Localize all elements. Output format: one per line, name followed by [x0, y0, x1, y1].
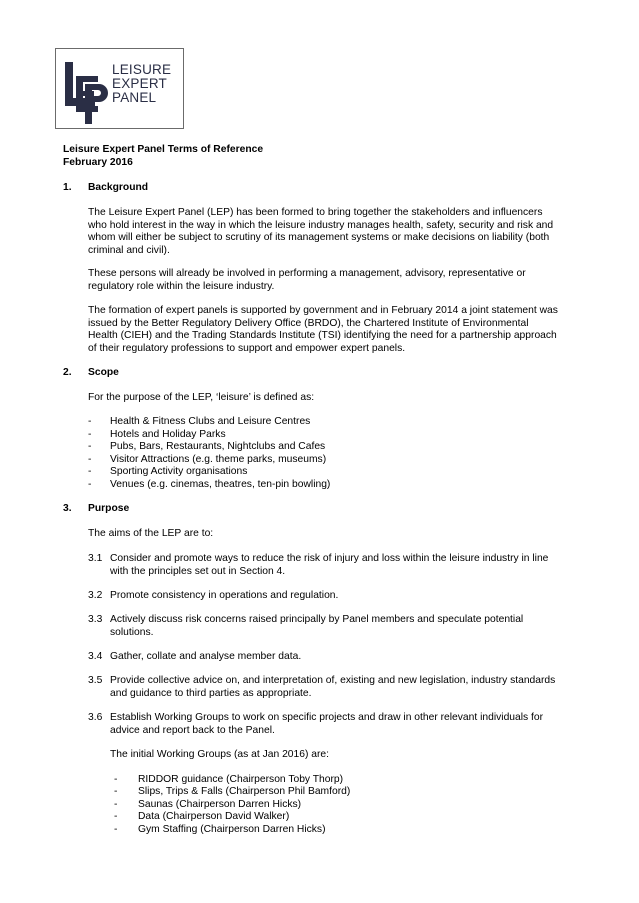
list-bullet: - — [114, 774, 118, 785]
text-line: advice and report back to the Panel. — [110, 724, 275, 736]
section-1-heading: Background — [88, 182, 149, 193]
list-bullet: - — [114, 786, 118, 797]
section-3-number: 3. — [63, 503, 72, 514]
section-2-heading: Scope — [88, 367, 119, 378]
list-bullet: - — [114, 799, 118, 810]
list-bullet: - — [88, 454, 92, 465]
section-2-number: 2. — [63, 367, 72, 378]
list-item: Slips, Trips & Falls (Chairperson Phil Bamford) — [138, 786, 351, 797]
list-item: Visitor Attractions (e.g. theme parks, museums) — [110, 454, 327, 465]
list-item: Gym Staffing (Chairperson Darren Hicks) — [138, 824, 326, 835]
text-line: whom will either be subject to scrutiny of its management systems or make decisions on liability (both — [88, 232, 550, 244]
background-paragraph-3 — [88, 305, 588, 355]
list-item: RIDDOR guidance (Chairperson Toby Thorp) — [138, 774, 344, 785]
text-line: The Leisure Expert Panel (LEP) has been formed to bring together the stakeholders and influencers — [88, 207, 543, 218]
background-paragraph-1 — [88, 207, 588, 257]
text-line: Establish Working Groups to work on specific projects and draw in other relevant individuals for — [110, 712, 544, 723]
working-groups-intro: The initial Working Groups (as at Jan 2016) are: — [110, 749, 330, 760]
aim-number: 3.1 — [88, 553, 103, 564]
text-line: The formation of expert panels is supported by government and in February 2014 a joint statement was — [88, 305, 558, 316]
list-bullet: - — [88, 466, 92, 477]
logo-line-2: EXPERT — [112, 76, 167, 91]
list-item: Sporting Activity organisations — [110, 466, 248, 477]
text-line: Gather, collate and analyse member data. — [110, 651, 302, 662]
background-paragraph-2 — [88, 268, 588, 293]
document-title: Leisure Expert Panel Terms of Reference — [63, 144, 264, 155]
list-bullet: - — [88, 429, 92, 440]
aim-text — [110, 590, 338, 603]
text-line: who hold interest in the way in which the leisure industry manages health, safety, security and risk and — [88, 219, 554, 231]
text-line: Actively discuss risk concerns raised principally by Panel members and speculate potential — [110, 614, 524, 625]
list-bullet: - — [114, 824, 118, 835]
logo-line-3: PANEL — [112, 90, 157, 105]
text-line: issued by the Better Regulatory Delivery Office (BRDO), the Chartered Institute of Environmental — [88, 317, 529, 329]
purpose-intro: The aims of the LEP are to: — [88, 528, 214, 539]
text-line: with the principles set out in Section 4. — [110, 565, 286, 577]
aim-text — [110, 614, 523, 639]
aim-text — [110, 675, 555, 700]
list-bullet: - — [114, 811, 118, 822]
list-bullet: - — [88, 416, 92, 427]
scope-intro: For the purpose of the LEP, ‘leisure’ is defined as: — [88, 392, 315, 403]
text-line: and guidance to third parties as appropriate. — [110, 687, 312, 699]
list-item: Hotels and Holiday Parks — [110, 429, 226, 440]
text-line: Consider and promote ways to reduce the risk of injury and loss within the leisure industry in line — [110, 553, 549, 564]
text-line: Promote consistency in operations and regulation. — [110, 590, 339, 601]
section-1-number: 1. — [63, 182, 72, 193]
list-item: Venues (e.g. cinemas, theatres, ten-pin bowling) — [110, 479, 331, 490]
aim-text — [110, 651, 301, 664]
text-line: Health (CIEH) and the Trading Standards Institute (TSI) identifying the need for a partnership approach — [88, 330, 557, 342]
aim-number: 3.6 — [88, 712, 103, 723]
list-item: Pubs, Bars, Restaurants, Nightclubs and Cafes — [110, 441, 326, 452]
text-line: of their regulatory professions to support and empower expert panels. — [88, 342, 406, 354]
text-line: Provide collective advice on, and interpretation of, existing and new legislation, industry standards — [110, 675, 556, 686]
list-bullet: - — [88, 479, 92, 490]
aim-number: 3.2 — [88, 590, 103, 601]
lep-logo — [55, 48, 184, 129]
text-line: regulatory role within the leisure industry. — [88, 280, 275, 292]
list-bullet: - — [88, 441, 92, 452]
aim-text — [110, 712, 543, 737]
list-item: Health & Fitness Clubs and Leisure Centres — [110, 416, 311, 427]
text-line: solutions. — [110, 626, 154, 638]
aim-number: 3.3 — [88, 614, 103, 625]
text-line: These persons will already be involved in performing a management, advisory, representative or — [88, 268, 526, 279]
logo-line-1: LEISURE — [112, 62, 172, 77]
aim-text — [110, 553, 548, 578]
text-line: criminal and civil). — [88, 244, 170, 256]
section-3-heading: Purpose — [88, 503, 130, 514]
document-date: February 2016 — [63, 157, 133, 168]
list-item: Data (Chairperson David Walker) — [138, 811, 290, 822]
list-item: Saunas (Chairperson Darren Hicks) — [138, 799, 302, 810]
aim-number: 3.5 — [88, 675, 103, 686]
aim-number: 3.4 — [88, 651, 103, 662]
